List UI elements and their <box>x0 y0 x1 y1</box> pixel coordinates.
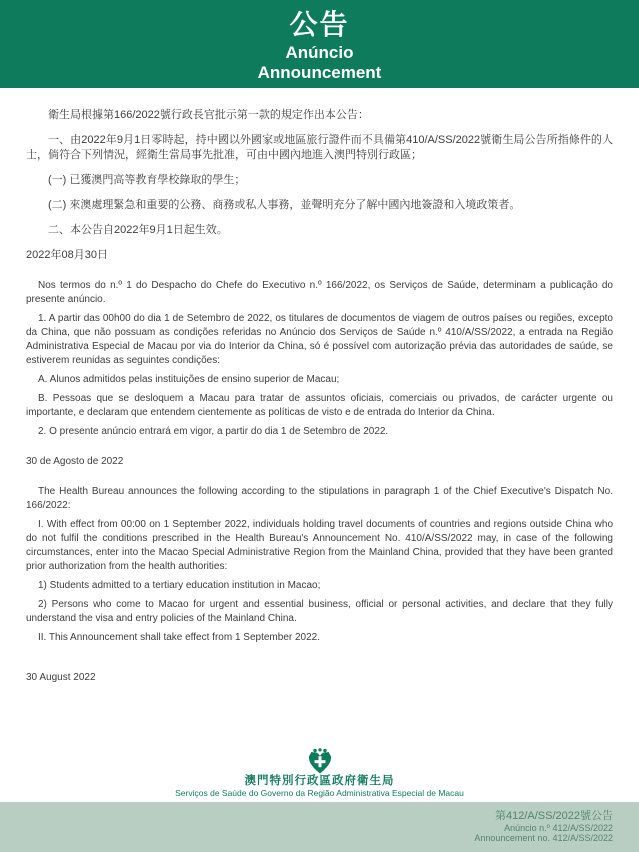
en-date: 30 August 2022 <box>26 672 96 683</box>
zh-sub-1-paragraph: (一) 已獲澳門高等教育學校錄取的學生； <box>48 174 246 186</box>
en-sub-1-paragraph: 1) Students admitted to a tertiary education institution in Macao; <box>38 580 321 591</box>
reference-number-zh: 第412/A/SS/2022號公告 <box>494 810 613 822</box>
reference-number-band <box>0 802 639 852</box>
pt-date: 30 de Agosto de 2022 <box>26 456 124 467</box>
pt-item-1-paragraph: 1. A partir das 00h00 do dia 1 de Setembro de 2022, os titulares de documentos de viagem de outros países ou regiões, excepto da China, que não possuam as condições referidas no Anúncio dos Serviços de Saúde n.º 410/A/SS/2022, a entrada na Região Administrativa Especial de Macau por via do Interior da China, só é possível com autorização prévia das autoridades de saúde, se estiverem reunidas as seguintes condições: <box>26 313 613 366</box>
heart-cross-health-logo-icon <box>307 748 333 774</box>
page-title-en: Announcement <box>257 63 382 82</box>
en-sub-2-paragraph: 2) Persons who come to Macao for urgent and essential business, official or personal activities, and declare that they fully understand the visa and entry policies of the Mainland China. <box>26 599 613 624</box>
zh-date: 2022年08月30日 <box>26 249 108 261</box>
page-title-pt: Anúncio <box>285 43 354 62</box>
zh-item-2-paragraph: 二、本公告自2022年9月1日起生效。 <box>48 224 228 236</box>
page-title-zh: 公告 <box>289 9 350 40</box>
document-footer <box>0 748 639 852</box>
zh-intro-paragraph: 衛生局根據第166/2022號行政長官批示第一款的規定作出本公告： <box>48 109 369 121</box>
pt-item-2-paragraph: 2. O presente anúncio entrará em vigor, a partir do dia 1 de Setembro de 2022. <box>38 426 389 437</box>
org-name-pt: Serviços de Saúde do Governo da Região Administrativa Especial de Macau <box>175 788 464 798</box>
reference-number-pt: Anúncio n.º 412/A/SS/2022 <box>504 823 613 833</box>
zh-sub-2-paragraph: (二) 來澳處理緊急和重要的公務、商務或私人事務，並聲明充分了解中國內地簽證和入境政策者。 <box>48 199 521 211</box>
en-intro-paragraph: The Health Bureau announces the following according to the stipulations in paragraph 1 of the Chief Executive's Dispatch No. 166/2022: <box>26 486 613 511</box>
zh-item-1-paragraph: 一、由2022年9月1日零時起，持中國以外國家或地區旅行證件而不具備第410/A/SS/2022號衛生局公告所指條件的人士，倘符合下列情況，經衛生當局事先批准，可由中國內地進入澳門特別行政區； <box>26 134 613 161</box>
announcement-body <box>0 88 639 685</box>
section-english <box>26 485 613 685</box>
pt-intro-paragraph: Nos termos do n.º 1 do Despacho do Chefe do Executivo n.º 166/2022, os Serviços de Saúde, determinam a publicação do presente anúncio. <box>26 280 613 305</box>
section-chinese <box>26 108 613 263</box>
org-name-zh: 澳門特別行政區政府衛生局 <box>244 775 395 787</box>
pt-sub-a-paragraph: A. Alunos admitidos pelas instituições de ensino superior de Macau; <box>38 374 340 385</box>
reference-number-en: Announcement no. 412/A/SS/2022 <box>474 833 613 843</box>
section-portuguese <box>26 279 613 469</box>
pt-sub-b-paragraph: B. Pessoas que se desloquem a Macau para tratar de assuntos oficiais, comerciais ou privados, de carácter urgente ou importante, e declaram que entendem cientemente as políticas de visto e de entrada do Interior da China. <box>26 393 613 418</box>
en-item-2-paragraph: II. This Announcement shall take effect from 1 September 2022. <box>38 632 321 643</box>
announcement-header <box>0 0 639 88</box>
health-bureau-signature <box>0 748 639 799</box>
en-item-1-paragraph: I. With effect from 00:00 on 1 September 2022, individuals holding travel documents of countries and regions outside China who do not fulfil the conditions prescribed in the Health Bureau's Announcement No. 410/A/SS/2022 may, in case of the following circumstances, enter into the Macao Special Administrative Region from the Mainland China, provided that they have been granted prior authorization from the health authorities: <box>26 519 613 572</box>
